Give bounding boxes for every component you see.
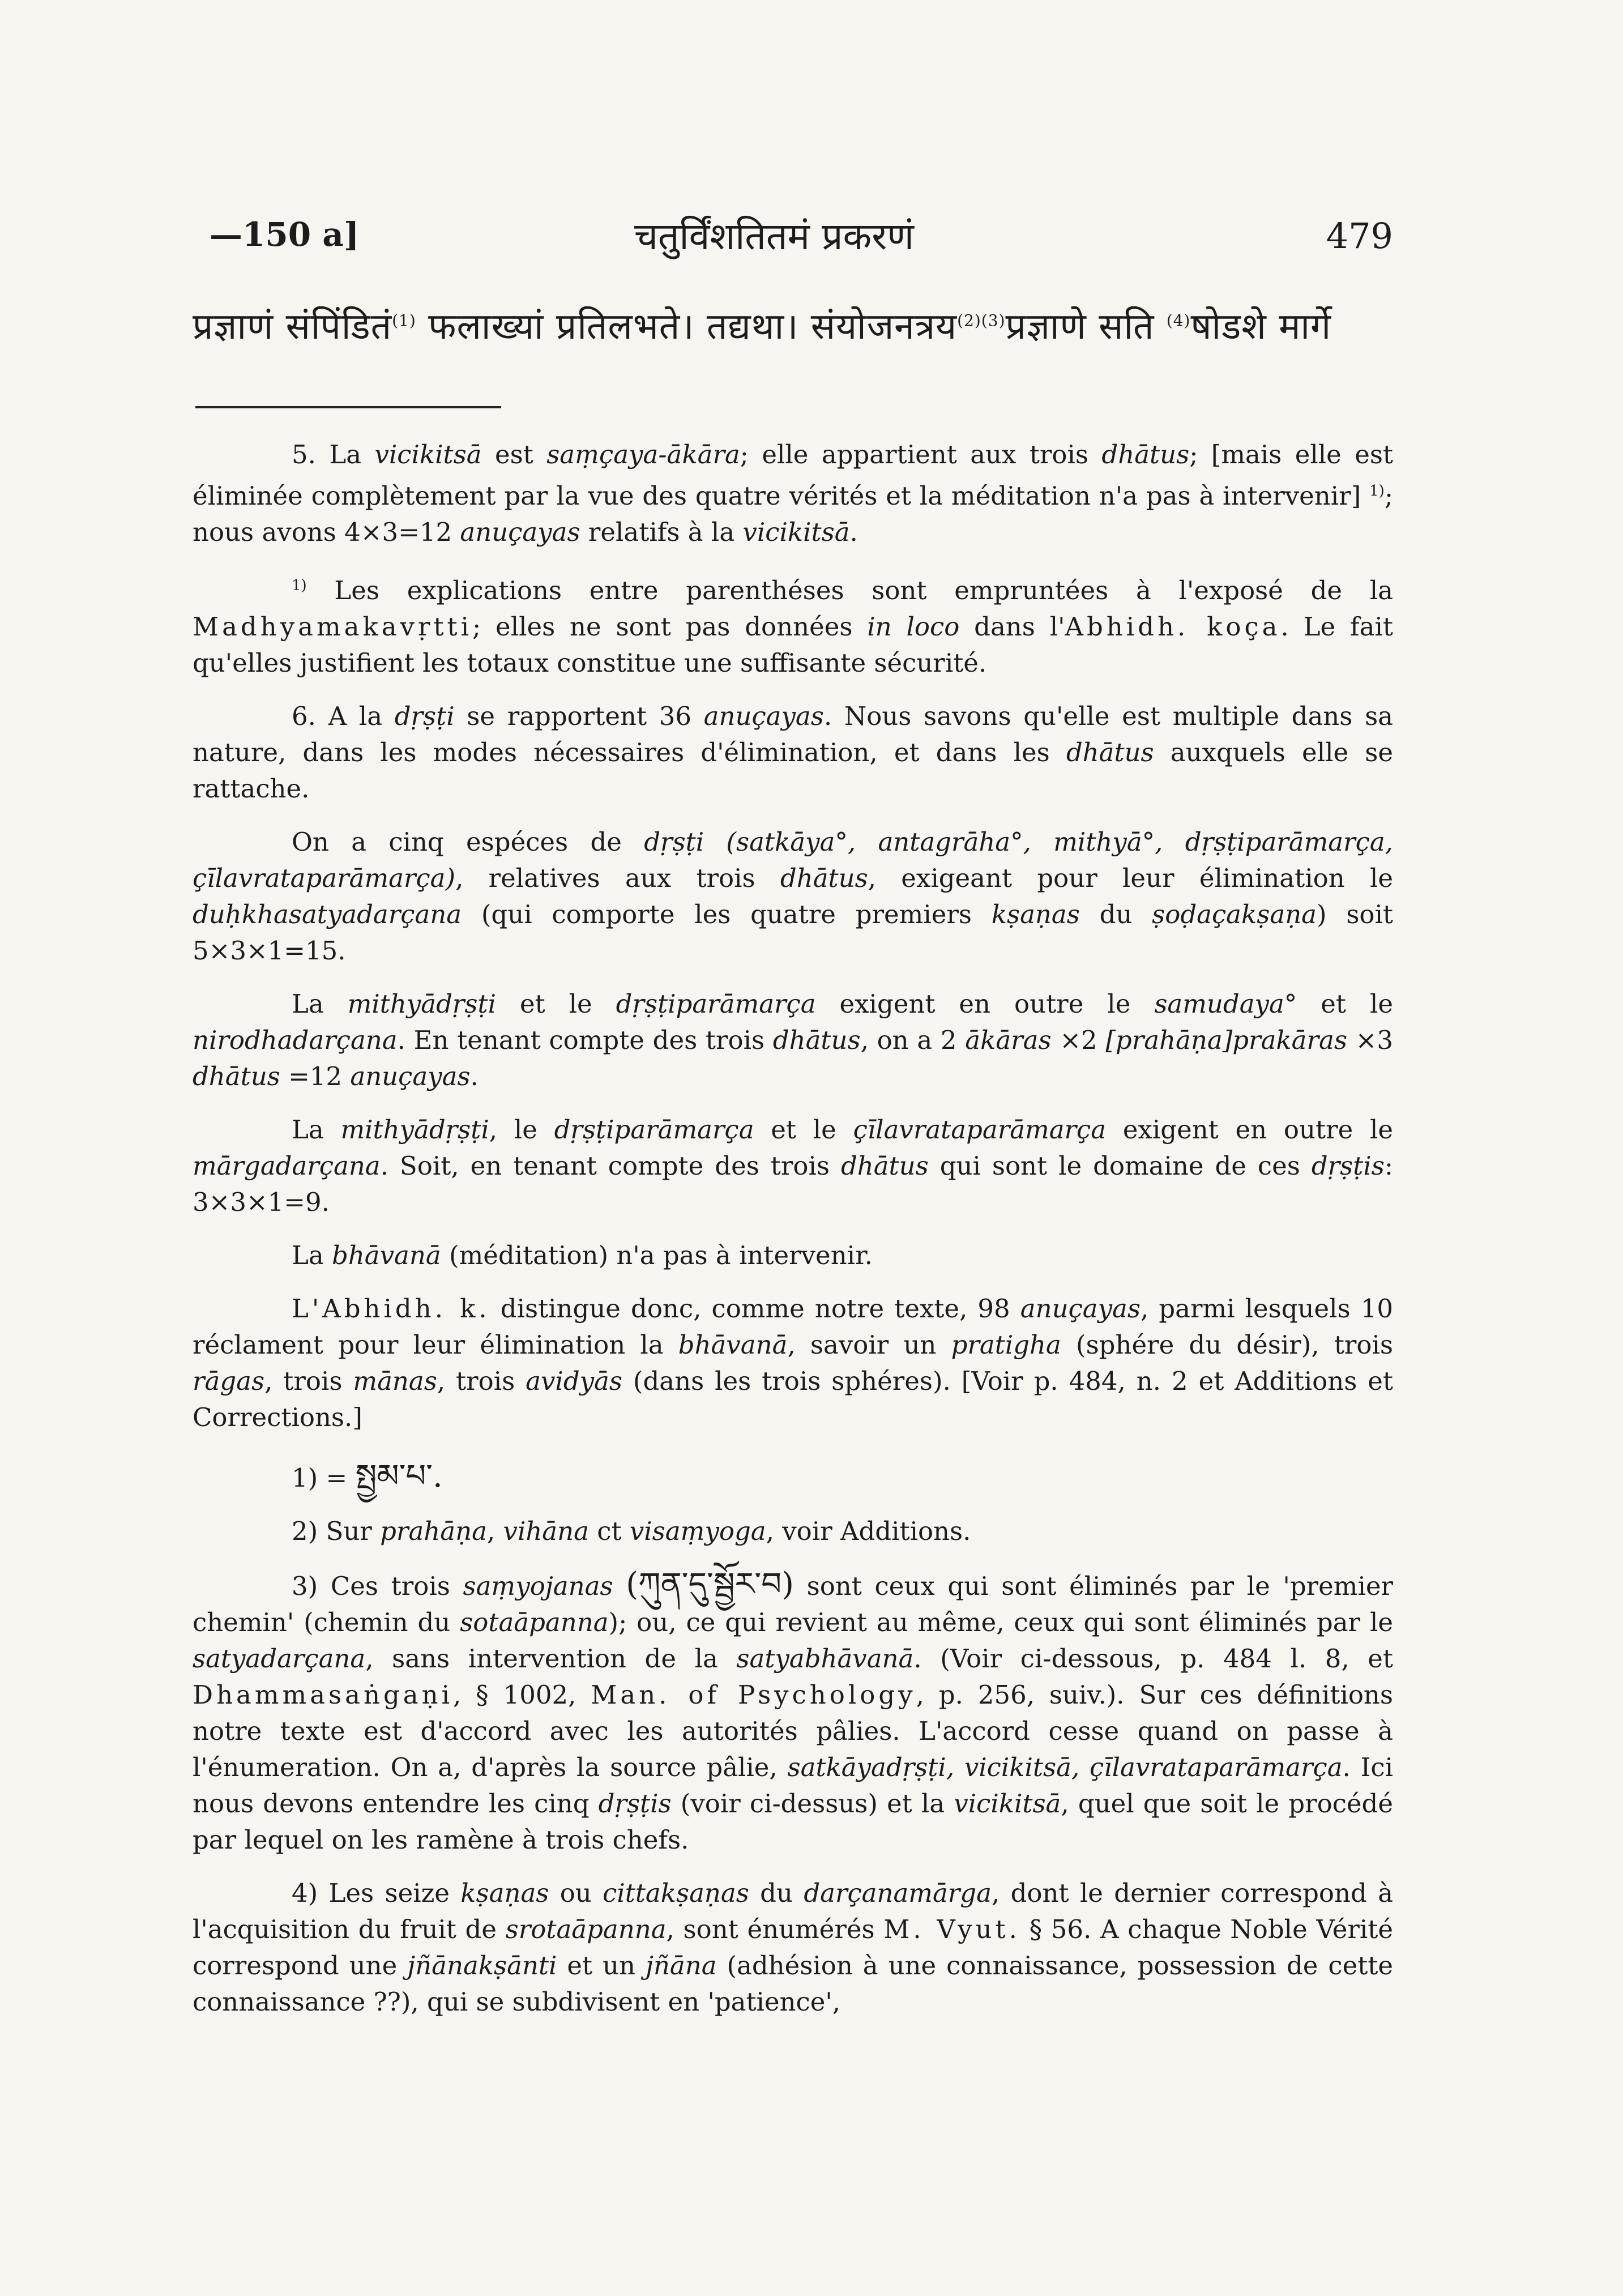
italic-term: duḥkhasatyadarçana xyxy=(193,899,462,929)
footnote-divider xyxy=(195,406,501,408)
italic-term: anuçayas xyxy=(703,701,824,731)
italic-term: kṣaṇas xyxy=(991,899,1080,929)
note-paragraph xyxy=(193,567,1393,681)
text-run: 3) Ces trois xyxy=(292,1571,463,1601)
text-run: ×2 xyxy=(1051,1025,1106,1055)
italic-term: dṛṣṭis xyxy=(598,1789,672,1819)
spaced-title: Dhammasaṅgaṇi xyxy=(193,1680,453,1710)
italic-term: bhāvanā xyxy=(332,1240,441,1270)
text-run: . Ici nous devons entendre les cinq xyxy=(193,1752,1393,1819)
text-run: ) soit 5×3×1=15. xyxy=(193,899,1393,966)
footnote-ref: (2) xyxy=(957,311,981,330)
text-run: ; nous avons 4×3=12 xyxy=(193,481,1393,547)
text-run: =12 xyxy=(280,1061,351,1091)
text-run xyxy=(613,1571,626,1601)
italic-term: satkāyadṛṣṭi, vicikitsā, çīlavrataparāmarça xyxy=(787,1752,1343,1782)
spaced-title: Abhidh. koça xyxy=(1065,612,1281,642)
italic-term: [prahāṇa]prakāras xyxy=(1105,1025,1347,1055)
text-run: se rapportent 36 xyxy=(454,701,704,731)
text-run: du xyxy=(749,1878,804,1908)
text-run: exigent en outre le xyxy=(815,989,1155,1019)
text-run: La xyxy=(292,989,348,1019)
note-paragraph xyxy=(193,1875,1393,2020)
header-left: —150 a] xyxy=(210,215,360,254)
italic-term: mānas xyxy=(353,1366,437,1396)
text-run: , trois xyxy=(264,1366,353,1396)
italic-term: ṣoḍaçakṣaṇa xyxy=(1152,899,1317,929)
text-run: ; elles ne sont pas données xyxy=(472,612,868,642)
italic-term: dhātus xyxy=(193,1061,280,1091)
note-paragraph xyxy=(193,1567,1393,1858)
italic-term: jñānakṣānti xyxy=(407,1951,557,1981)
text-run: Les explications entre parenthéses sont empruntées à l'exposé de la xyxy=(306,575,1393,605)
footnotes xyxy=(193,437,1393,2020)
text-run: (adhésion à une connaissance, possession de cette connaissance ??), qui se subdivisent en 'patience', xyxy=(193,1951,1393,2017)
text-run: et le xyxy=(754,1115,853,1145)
header-title: चतुर्विंशतितमं प्रकरणं xyxy=(634,215,914,258)
text-run: relatifs à la xyxy=(580,517,743,547)
italic-term: ākāras xyxy=(965,1025,1052,1055)
text-run: , dont le dernier correspond à l'acquisition du fruit de xyxy=(193,1878,1393,1944)
text-run: sont ceux qui sont éliminés par le 'premier chemin' (chemin du xyxy=(193,1571,1393,1637)
italic-term: saṃyojanas xyxy=(463,1571,613,1601)
text-run: , trois xyxy=(437,1366,526,1396)
text-run: et un xyxy=(557,1951,646,1981)
text-run: auxquels elle se rattache. xyxy=(193,737,1393,804)
spaced-title: Man. of Psychology xyxy=(591,1680,916,1710)
text-run: et le xyxy=(496,989,616,1019)
note-paragraph xyxy=(193,437,1393,550)
text-run: , p. 256, suiv.). Sur ces définitions notre texte est d'accord avec les autorités pâlies. L'accord cesse quand on passe à l'énumeration. On a, d'après la source pâlie, xyxy=(193,1680,1394,1782)
text-run: . xyxy=(849,517,858,547)
sanskrit-text-line xyxy=(193,300,1393,349)
italic-term: dṛṣṭi xyxy=(394,701,455,731)
text-run: ct xyxy=(588,1516,630,1546)
text-run: , voir Additions. xyxy=(766,1516,971,1546)
spaced-title: L'Abhidh. k. xyxy=(292,1294,490,1324)
text-run: . Nous savons qu'elle est multiple dans sa nature, dans les modes nécessaires d'élimination, et dans les xyxy=(193,701,1393,767)
note-paragraph xyxy=(193,986,1393,1095)
text-run: , exigeant pour leur élimination le xyxy=(868,863,1394,893)
text-run: est xyxy=(481,439,547,470)
italic-term: kṣaṇas xyxy=(460,1878,549,1908)
text-run: et le xyxy=(1297,989,1393,1019)
text-run: . Le fait qu'elles justifient les totaux constitue une suffisante sécurité. xyxy=(193,612,1393,678)
sanskrit-segment: फलाख्यां प्रतिलभते। तद्यथा। संयोजनत्रय xyxy=(416,306,958,348)
italic-term: saṃçaya-ākāra xyxy=(546,439,740,470)
italic-term: anuçayas xyxy=(350,1061,471,1091)
italic-term: jñāna xyxy=(645,1951,717,1981)
italic-term: dhātus xyxy=(840,1151,929,1181)
italic-term: visaṃyoga xyxy=(629,1516,766,1546)
sanskrit-segment: प्रज्ञाणं संपिंडितं xyxy=(193,306,392,348)
text-run: , § 1002, xyxy=(452,1680,591,1710)
text-run: , relatives aux trois xyxy=(455,863,780,893)
italic-term: cittakṣaṇas xyxy=(603,1878,749,1908)
text-run: distingue donc, comme notre texte, 98 xyxy=(490,1294,1020,1324)
text-run: (qui comporte les quatre premiers xyxy=(462,899,992,929)
text-run: ); ou, ce qui revient au même, ceux qui sont éliminés par le xyxy=(608,1607,1393,1637)
text-run: 2) Sur xyxy=(292,1516,381,1546)
spaced-title: Madhyamakavṛtti xyxy=(193,612,473,642)
text-run: ou xyxy=(549,1878,603,1908)
italic-term: rāgas xyxy=(193,1366,265,1396)
italic-term: dṛṣṭiparāmarça xyxy=(554,1115,754,1145)
italic-term: satyabhāvanā xyxy=(736,1644,914,1674)
footnote-marker: 1) xyxy=(1369,483,1385,500)
text-run: (méditation) n'a pas à intervenir. xyxy=(441,1240,873,1270)
italic-term: dṛṣṭi (satkāya°, antagrāha°, mithyā°, dṛṣṭiparāmarça, çīlavrataparāmarça) xyxy=(193,827,1393,893)
note-paragraph xyxy=(193,698,1393,807)
italic-term: mithyādṛṣṭi xyxy=(340,1115,489,1145)
page-number: 479 xyxy=(1326,215,1393,257)
footnote-ref: (1) xyxy=(392,311,416,330)
italic-term: çīlavrataparāmarça xyxy=(853,1115,1107,1145)
italic-term: vicikitsā xyxy=(742,517,850,547)
text-run: , xyxy=(486,1516,503,1546)
italic-term: vicikitsā xyxy=(954,1789,1061,1819)
text-run: , sont énumérés xyxy=(666,1914,884,1944)
text-run: (sphére du désir), trois xyxy=(1061,1330,1393,1360)
spaced-title: M. Vyut. xyxy=(883,1914,1020,1944)
text-run: (voir ci-dessus) et la xyxy=(671,1789,954,1819)
italic-term: vicikitsā xyxy=(374,439,482,470)
italic-term: anuçayas xyxy=(1020,1294,1141,1324)
text-run: , quel que soit le procédé par lequel on les ramène à trois chefs. xyxy=(193,1789,1393,1855)
italic-term: sotaāpanna xyxy=(460,1607,609,1637)
italic-term: bhāvanā xyxy=(678,1330,788,1360)
italic-term: prahāṇa xyxy=(380,1516,487,1546)
text-run: : 3×3×1=9. xyxy=(193,1151,1393,1217)
italic-term: dhātus xyxy=(1066,737,1154,767)
text-run: , le xyxy=(489,1115,554,1145)
italic-term: darçanamārga xyxy=(804,1878,992,1908)
footnote-ref: (3) xyxy=(981,311,1006,330)
text-run: La xyxy=(292,1115,341,1145)
text-run: . Soit, en tenant compte des trois xyxy=(380,1151,841,1181)
italic-term: pratigha xyxy=(951,1330,1061,1360)
sanskrit-segment: सति xyxy=(1086,306,1167,348)
page xyxy=(193,204,1393,2037)
note-paragraph xyxy=(193,1458,1393,1496)
text-run: 1) = xyxy=(292,1463,356,1493)
note-paragraph xyxy=(193,824,1393,969)
italic-term: mithyādṛṣṭi xyxy=(347,989,496,1019)
text-run: On a cinq espéces de xyxy=(292,827,644,857)
text-run: . En tenant compte des trois xyxy=(397,1025,773,1055)
italic-term: avidyās xyxy=(526,1366,622,1396)
italic-term: anuçayas xyxy=(460,517,580,547)
italic-term: dṛṣṭiparāmarça xyxy=(616,989,816,1019)
text-run: ×3 xyxy=(1347,1025,1393,1055)
text-run: . (Voir ci-dessous, p. 484 l. 8, et xyxy=(913,1644,1394,1674)
text-run: du xyxy=(1079,899,1152,929)
italic-term: vihāna xyxy=(503,1516,589,1546)
italic-term: nirodhadarçana xyxy=(193,1025,398,1055)
footnote-ref: (4) xyxy=(1166,311,1191,330)
italic-term: dhātus xyxy=(772,1025,861,1055)
italic-term: srotaāpanna xyxy=(505,1914,667,1944)
italic-term: samudaya° xyxy=(1154,989,1297,1019)
italic-term: satyadarçana xyxy=(193,1644,366,1674)
text-run: qui sont le domaine de ces xyxy=(928,1151,1312,1181)
text-run: . xyxy=(470,1061,479,1091)
tibetan-text: (ཀུན་དུ་སྦྱོར་བ) xyxy=(626,1566,794,1603)
text-run: § 56. A chaque Noble Vérité correspond une xyxy=(193,1914,1394,1981)
italic-term: mārgadarçana xyxy=(193,1151,381,1181)
text-run: (dans les trois sphéres). [Voir p. 484, n. 2 et Additions et Corrections.] xyxy=(193,1366,1393,1432)
italic-term: dhātus xyxy=(1101,439,1190,470)
text-run: ; [mais elle est éliminée complètement par la vue des quatre vérités et la méditation n'a pas à intervenir] xyxy=(193,439,1393,511)
text-run: exigent en outre le xyxy=(1106,1115,1394,1145)
text-run: 4) Les seize xyxy=(292,1878,461,1908)
text-run: ; elle appartient aux trois xyxy=(740,439,1102,470)
text-run: , parmi lesquels 10 réclament pour leur élimination la xyxy=(193,1294,1393,1360)
footnote-marker: 1) xyxy=(292,577,307,594)
text-run: dans l' xyxy=(959,612,1065,642)
text-run: , savoir un xyxy=(787,1330,951,1360)
text-run: 6. A la xyxy=(292,701,395,731)
italic-term: dṛṣṭis xyxy=(1311,1151,1385,1181)
sanskrit-segment: प्रज्ञाणे xyxy=(1005,306,1087,348)
text-run: , on a 2 xyxy=(860,1025,966,1055)
note-paragraph xyxy=(193,1291,1393,1436)
note-paragraph xyxy=(193,1513,1393,1550)
running-header xyxy=(193,204,1393,266)
note-paragraph xyxy=(193,1237,1393,1274)
italic-term: dhātus xyxy=(780,863,868,893)
text-run: 5. La xyxy=(292,439,375,470)
sanskrit-segment: षोडशे मार्गे xyxy=(1190,306,1332,348)
text-run: , sans intervention de la xyxy=(365,1644,737,1674)
tibetan-text: སྤྱམ་པ་. xyxy=(355,1458,443,1495)
italic-term: in loco xyxy=(867,612,960,642)
note-paragraph xyxy=(193,1112,1393,1220)
text-run: La xyxy=(292,1240,332,1270)
